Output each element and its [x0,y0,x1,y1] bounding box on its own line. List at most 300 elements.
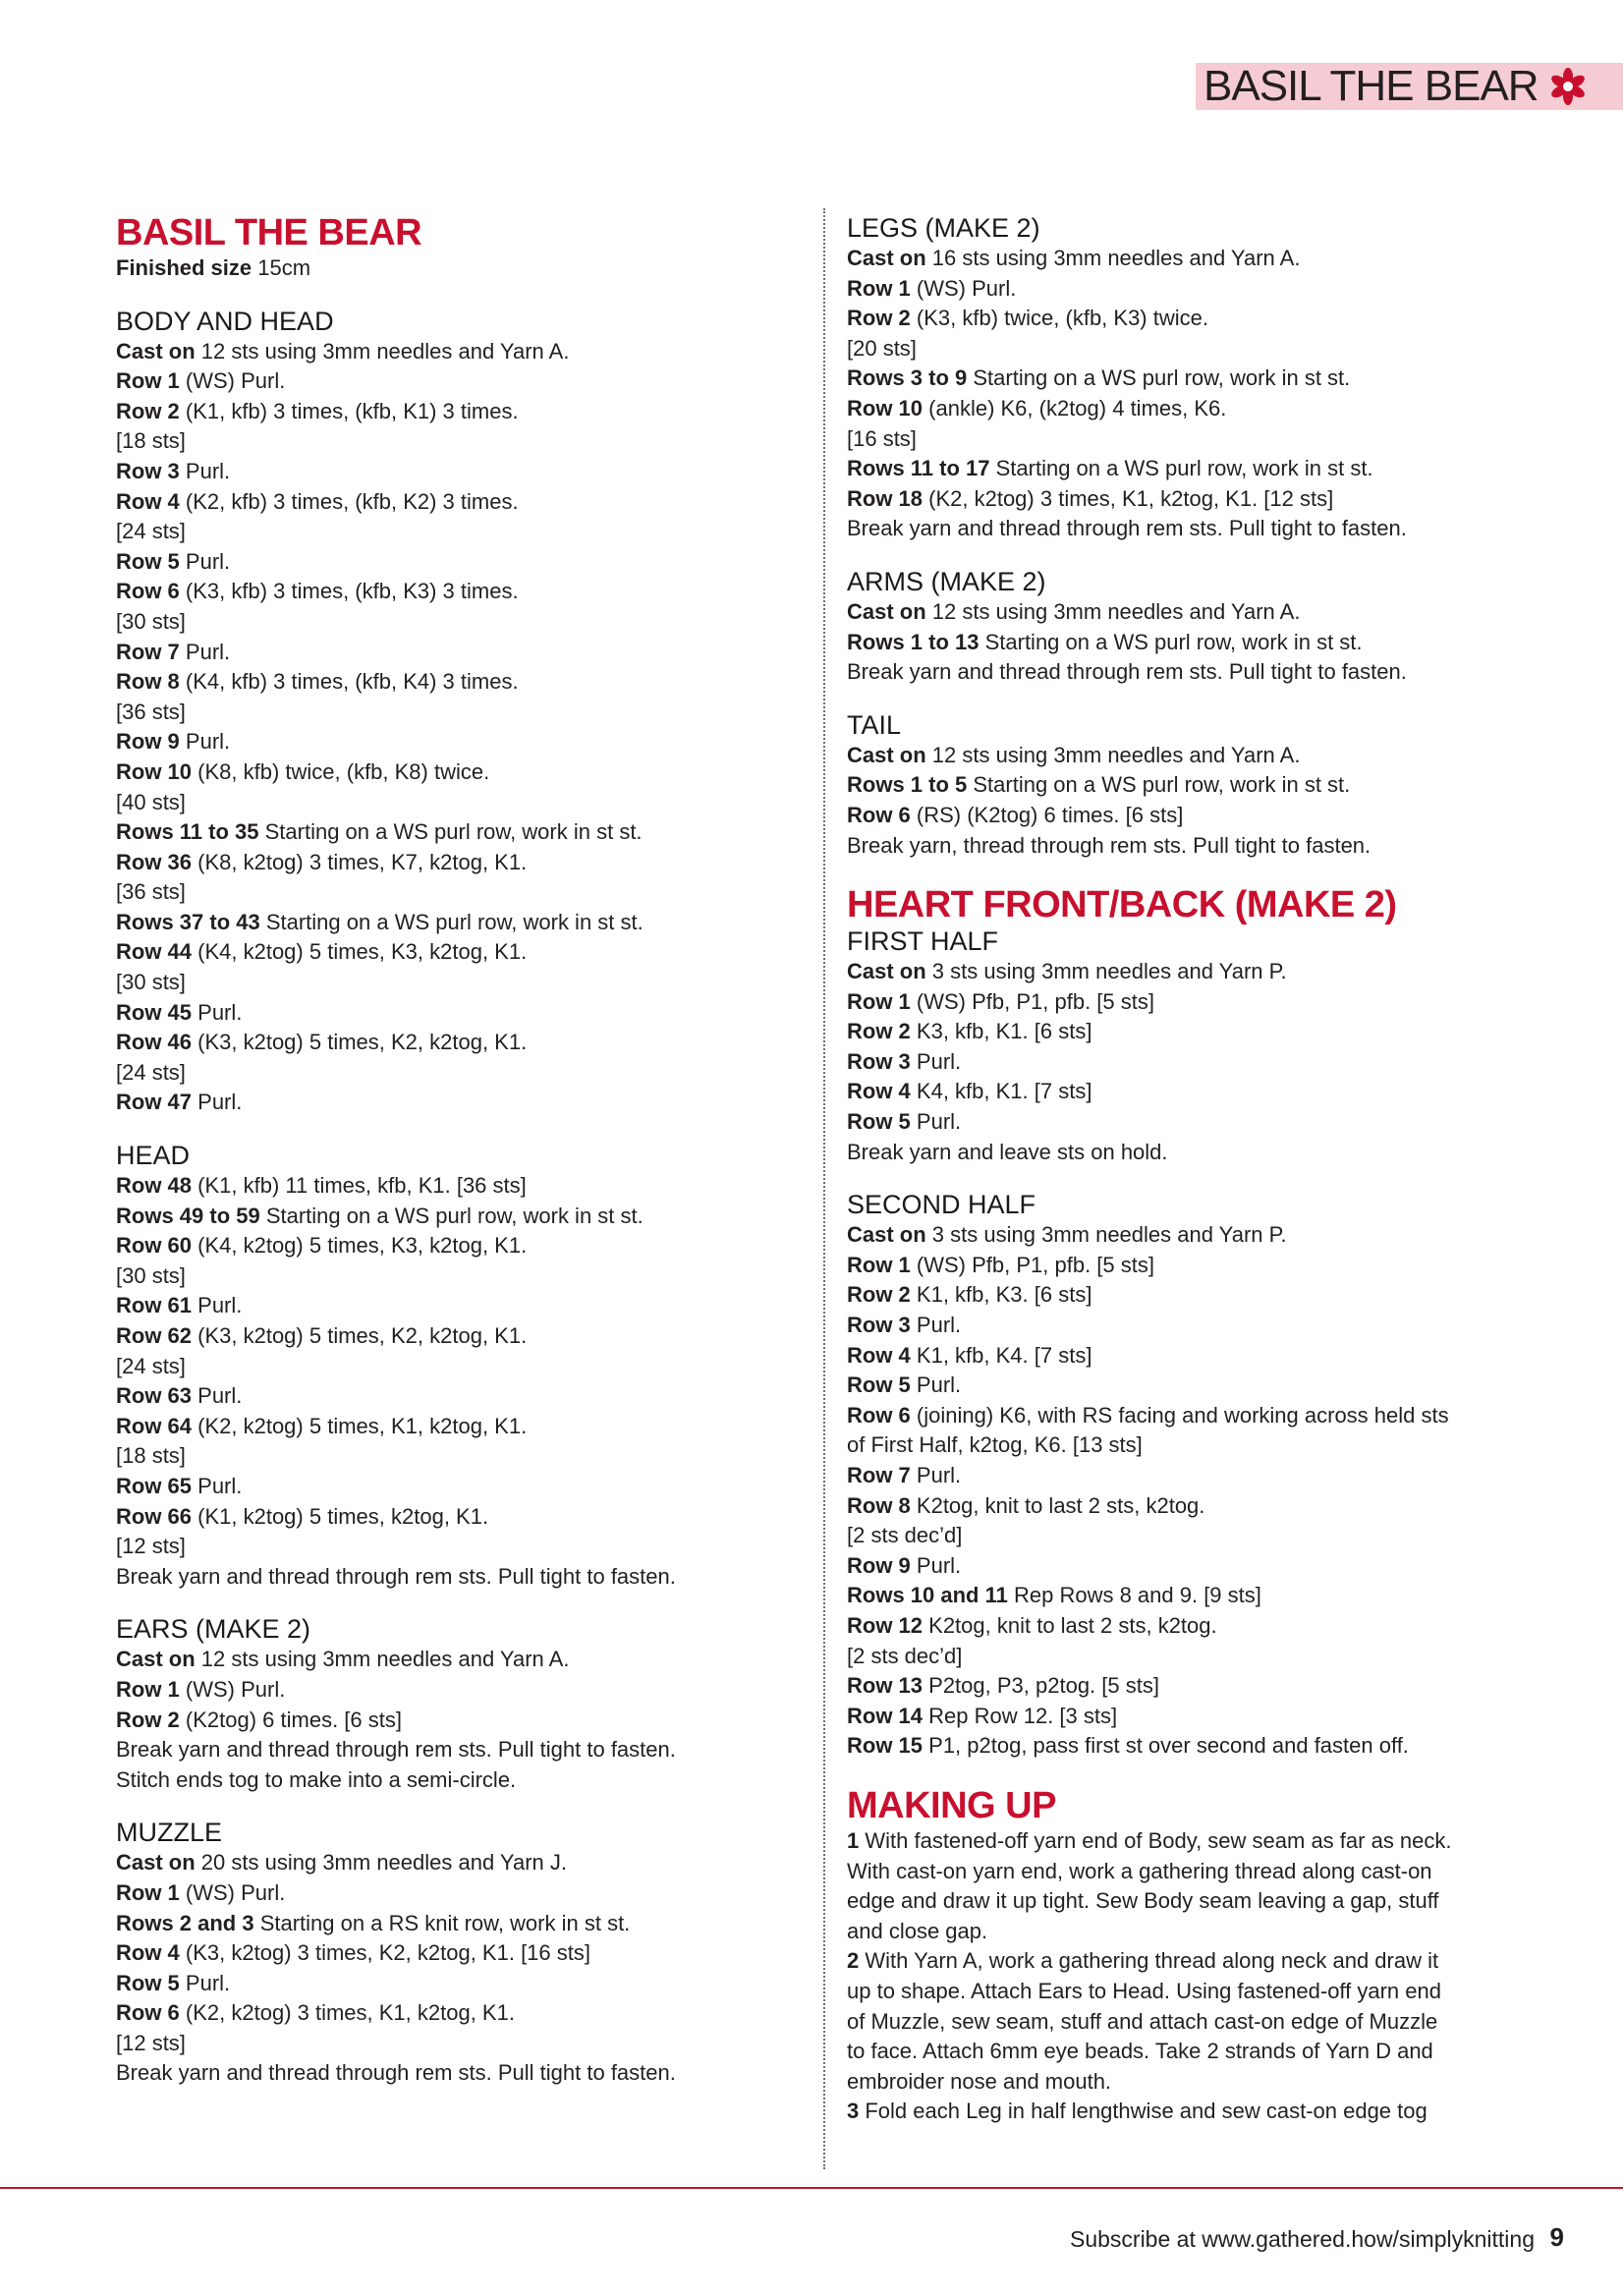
instruction-line [116,397,764,427]
instruction-line [847,1461,1525,1491]
instruction-line [847,2037,1525,2067]
instruction-text: (WS) Purl. [179,368,286,394]
instruction-row-label: Row 3 [847,1048,911,1074]
instruction-row-label: Row 9 [847,1552,911,1578]
instruction-row-label: Row 1 [116,368,180,394]
instruction-row-label: Row 18 [847,485,923,511]
instruction-text: (K1, k2tog) 5 times, k2tog, K1. [192,1503,489,1529]
instruction-text: (K3, k2tog) 5 times, K2, k2tog, K1. [192,1030,528,1055]
instruction-line [847,597,1525,628]
instruction-row-label: Row 6 [847,1402,911,1428]
instruction-text: (K2, k2tog) 3 times, K1, k2tog, K1. [12 sts] [923,485,1334,511]
instruction-text: (K3, kfb) 3 times, (kfb, K3) 3 times. [179,579,519,604]
section-heading-muzzle: MUZZLE [116,1818,222,1848]
instruction-line [116,908,764,938]
instruction-row-label: Row 36 [116,849,193,874]
instruction-line [116,577,764,607]
instruction-row-label: Row 4 [847,1342,911,1368]
instruction-text: (ankle) K6, (k2tog) 4 times, K6. [923,395,1227,420]
instruction-text: Purl. [910,1109,962,1135]
instruction-line [847,274,1525,305]
instruction-text: With Yarn A, work a gathering thread along neck and draw it [859,1948,1439,1974]
instruction-text: [12 sts] [116,1534,186,1559]
instruction-line [847,364,1525,394]
instruction-line [847,1077,1525,1107]
instruction-line [116,1321,764,1352]
instruction-text: With fastened-off yarn end of Body, sew seam as far as neck. [859,1827,1452,1853]
header-section-tab [1196,63,1623,110]
instruction-line [116,1441,764,1472]
instruction-text: Purl. [179,729,231,755]
instruction-row-label: Row 4 [116,488,180,514]
instruction-text: (K2, kfb) 3 times, (kfb, K2) 3 times. [179,488,519,514]
section-heading-first-half: FIRST HALF [847,926,999,957]
instruction-text: (WS) Purl. [910,275,1017,301]
instruction-line [116,426,764,457]
tail-instructions [847,741,1525,861]
section-heading-head: HEAD [116,1141,191,1171]
instruction-text: Purl. [910,1048,962,1074]
instruction-line [116,1675,764,1706]
instruction-line [847,1220,1525,1251]
instruction-line [847,304,1525,334]
instruction-row-label: Row 2 [847,1282,911,1308]
instruction-row-label: Row 3 [847,1313,911,1338]
instruction-line [847,484,1525,515]
instruction-row-label: Row 13 [847,1673,923,1699]
instruction-text: (K1, kfb) 3 times, (kfb, K1) 3 times. [179,398,519,423]
instruction-row-label: Cast on [847,959,926,984]
instruction-row-label: Cast on [847,598,926,624]
instruction-line [116,1848,764,1878]
instruction-text: (WS) Pfb, P1, pfb. [5 sts] [910,1252,1154,1277]
instruction-text: Starting on a WS purl row, work in st st. [259,909,644,934]
instruction-text: (RS) (K2tog) 6 times. [6 sts] [910,802,1184,827]
instruction-line [847,1977,1525,2007]
instruction-line [116,2058,764,2089]
instruction-row-label: Row 2 [847,306,911,331]
instruction-row-label: Row 1 [116,1879,180,1905]
instruction-line [847,987,1525,1018]
instruction-row-label: Row 7 [116,639,180,664]
instruction-text: [40 sts] [116,789,186,814]
instruction-text: [30 sts] [116,608,186,634]
instruction-text: (K2, k2tog) 3 times, K1, k2tog, K1. [179,2000,515,2026]
instruction-text: and close gap. [847,1918,988,1943]
instruction-text: Starting on a WS purl row, work in st st. [259,1203,644,1228]
instruction-row-label: Row 63 [116,1383,193,1409]
page-number: 9 [1549,2222,1564,2252]
instruction-text: [30 sts] [116,970,186,995]
finished-size-value: 15cm [252,255,311,280]
instruction-text: Break yarn and thread through rem sts. Pull tight to fasten. [116,1563,676,1589]
instruction-row-label: Row 4 [116,1940,180,1966]
instruction-text: Purl. [179,639,231,664]
instruction-row-label: Cast on [847,246,926,270]
instruction-line [847,334,1525,364]
instruction-text: Fold each Leg in half lengthwise and sew cast-on edge tog [859,2099,1427,2124]
head-instructions [116,1171,764,1592]
instruction-line [847,1857,1525,1887]
instruction-text: Starting on a WS purl row, work in st st. [967,772,1351,798]
instruction-line [116,1231,764,1261]
instruction-text: Purl. [910,1552,962,1578]
instruction-text: Starting on a WS purl row, work in st st. [967,365,1351,391]
instruction-row-label: Row 8 [847,1492,911,1518]
instruction-row-label: Rows 11 to 17 [847,456,990,481]
instruction-line [847,657,1525,688]
finished-size [116,253,764,284]
instruction-text: Stitch ends tog to make into a semi-circle. [116,1766,517,1792]
instruction-line [116,1502,764,1533]
section-heading-body-and-head: BODY AND HEAD [116,306,334,336]
instruction-line [116,517,764,547]
instruction-line [116,1706,764,1736]
instruction-line [847,1311,1525,1341]
column-divider [823,208,825,2169]
instruction-text: Rep Rows 8 and 9. [9 sts] [1007,1583,1261,1608]
instruction-line [116,998,764,1029]
instruction-text: 20 sts using 3mm needles and Yarn J. [195,1850,567,1876]
instruction-line [847,1047,1525,1078]
instruction-text: [2 sts dec’d] [847,1643,963,1668]
instruction-text: Purl. [192,999,243,1025]
instruction-text: [16 sts] [847,425,917,451]
instruction-text: of First Half, k2tog, K6. [13 sts] [847,1432,1143,1458]
instruction-text: With cast-on yarn end, work a gathering thread along cast-on [847,1858,1432,1883]
instruction-line [847,1430,1525,1461]
instruction-line [116,1291,764,1321]
instruction-row-label: Row 5 [116,1970,180,1995]
instruction-row-label: Row 46 [116,1030,193,1055]
instruction-text: to face. Attach 6mm eye beads. Take 2 strands of Yarn D and [847,2039,1433,2064]
instruction-row-label: Row 1 [847,988,911,1014]
instruction-line [847,514,1525,544]
instruction-row-label: Row 48 [116,1173,193,1199]
arms-instructions [847,597,1525,688]
instruction-line [847,831,1525,862]
muzzle-instructions [116,1848,764,2089]
instruction-text: Break yarn and thread through rem sts. Pull tight to fasten. [847,659,1407,685]
instruction-row-label: Row 9 [116,729,180,755]
instruction-row-label: Row 44 [116,939,193,965]
instruction-row-label: 2 [847,1948,860,1974]
right-column [847,212,1525,2127]
instruction-row-label: Row 6 [116,579,180,604]
instruction-row-label: Cast on [116,338,196,364]
heart-title: HEART FRONT/BACK (MAKE 2) [847,884,1397,926]
instruction-text: Break yarn and leave sts on hold. [847,1139,1168,1164]
body-head-instructions [116,337,764,1118]
instruction-text: Purl. [179,1970,231,1995]
instruction-line [116,1261,764,1292]
instruction-text: Starting on a WS purl row, work in st st. [979,629,1363,654]
instruction-line [116,457,764,487]
instruction-line [847,2007,1525,2038]
instruction-line [116,848,764,878]
ears-instructions [116,1645,764,1795]
section-heading-tail: TAIL [847,709,902,740]
instruction-row-label: Cast on [847,742,926,767]
instruction-line [116,698,764,728]
instruction-line [847,1886,1525,1917]
instruction-row-label: Rows 49 to 59 [116,1203,260,1228]
instruction-text: Starting on a WS purl row, work in st st. [258,819,643,845]
instruction-line [116,366,764,397]
instruction-line [847,424,1525,455]
instruction-text: Break yarn and thread through rem sts. Pull tight to fasten. [116,1737,676,1763]
instruction-text: [24 sts] [116,1059,186,1085]
instruction-row-label: Rows 1 to 5 [847,772,968,798]
instruction-row-label: 3 [847,2099,860,2124]
instruction-row-label: Row 62 [116,1323,193,1348]
instruction-text: K4, kfb, K1. [7 sts] [910,1079,1092,1104]
instruction-row-label: Row 1 [847,275,911,301]
instruction-line [116,817,764,848]
instruction-line [847,1017,1525,1047]
instruction-text: 16 sts using 3mm needles and Yarn A. [925,246,1301,270]
instruction-row-label: Row 1 [116,1676,180,1702]
instruction-line [847,770,1525,801]
instruction-text: 12 sts using 3mm needles and Yarn A. [925,598,1301,624]
instruction-line [116,877,764,908]
footer-rule [0,2187,1623,2189]
instruction-row-label: Row 8 [116,669,180,695]
instruction-text: 3 sts using 3mm needles and Yarn P. [925,1222,1287,1248]
section-heading-ears: EARS (MAKE 2) [116,1614,311,1645]
left-column [116,212,764,2089]
instruction-text: (K3, kfb) twice, (kfb, K3) twice. [910,306,1208,331]
instruction-line [847,1371,1525,1401]
instruction-text: (K4, k2tog) 5 times, K3, k2tog, K1. [192,1233,528,1259]
instruction-text: Break yarn and thread through rem sts. Pull tight to fasten. [847,516,1407,541]
instruction-line [116,1532,764,1562]
instruction-text: embroider nose and mouth. [847,2068,1112,2094]
instruction-line [116,968,764,998]
instruction-line [116,547,764,578]
instruction-text: (K4, kfb) 3 times, (kfb, K4) 3 times. [179,669,519,695]
instruction-line [847,1280,1525,1311]
instruction-text: (WS) Purl. [179,1676,286,1702]
instruction-line [116,1058,764,1089]
instruction-line [847,1491,1525,1522]
instruction-line [116,1028,764,1058]
instruction-line [116,1998,764,2029]
instruction-text: Purl. [179,548,231,574]
instruction-text: [2 sts dec’d] [847,1523,963,1548]
instruction-row-label: Rows 3 to 9 [847,365,968,391]
section-heading-legs: LEGS (MAKE 2) [847,213,1040,243]
instruction-line [116,788,764,818]
instruction-text: [36 sts] [116,879,186,905]
instruction-text: (K8, kfb) twice, (kfb, K8) twice. [192,758,490,784]
instruction-line [116,727,764,757]
instruction-line [847,1731,1525,1762]
instruction-text: edge and draw it up tight. Sew Body seam leaving a gap, stuff [847,1888,1439,1914]
instruction-line [116,607,764,638]
instruction-line [116,757,764,788]
instruction-line [847,1107,1525,1138]
instruction-text: [30 sts] [116,1262,186,1288]
instruction-row-label: Row 2 [116,398,180,423]
instruction-row-label: Row 7 [847,1463,911,1487]
instruction-text: [36 sts] [116,699,186,724]
instruction-text: Purl. [910,1313,962,1338]
instruction-text: (WS) Purl. [179,1879,286,1905]
instruction-line [847,2067,1525,2098]
instruction-line [116,1878,764,1909]
instruction-line [847,244,1525,274]
instruction-row-label: Row 4 [847,1079,911,1104]
instruction-line [116,667,764,698]
instruction-row-label: Rows 2 and 3 [116,1910,254,1935]
instruction-text: Starting on a RS knit row, work in st st. [253,1910,631,1935]
instruction-text: (K4, k2tog) 5 times, K3, k2tog, K1. [192,939,528,965]
instruction-text: (K8, k2tog) 3 times, K7, k2tog, K1. [192,849,528,874]
instruction-row-label: Row 65 [116,1473,193,1498]
instruction-line [847,1551,1525,1582]
instruction-line [116,1938,764,1969]
legs-instructions [847,244,1525,544]
instruction-text: of Muzzle, sew seam, stuff and attach cast-on edge of Muzzle [847,2008,1438,2034]
instruction-row-label: Cast on [116,1850,196,1876]
instruction-row-label: Row 45 [116,999,193,1025]
instruction-line [116,638,764,668]
instruction-line [116,1171,764,1202]
making-up-title: MAKING UP [847,1784,1056,1826]
instruction-row-label: Rows 37 to 43 [116,909,260,934]
instruction-line [847,2097,1525,2127]
instruction-text: K1, kfb, K4. [7 sts] [910,1342,1092,1368]
instruction-row-label: Row 14 [847,1703,923,1728]
instruction-text: Starting on a WS purl row, work in st st. [989,456,1373,481]
instruction-text: K1, kfb, K3. [6 sts] [910,1282,1092,1308]
instruction-text: Purl. [179,458,231,483]
instruction-text: 12 sts using 3mm needles and Yarn A. [925,742,1301,767]
instruction-row-label: Row 10 [847,395,923,420]
instruction-row-label: Row 2 [847,1019,911,1044]
instruction-line [847,1611,1525,1642]
instruction-line [847,1826,1525,1857]
instruction-line [847,1521,1525,1551]
instruction-line [116,1909,764,1939]
instruction-text: Purl. [192,1293,243,1318]
instruction-text: Purl. [192,1383,243,1409]
instruction-row-label: Row 5 [847,1372,911,1398]
instruction-row-label: Row 5 [847,1109,911,1135]
instruction-row-label: Rows 10 and 11 [847,1583,1008,1608]
instruction-line [847,1581,1525,1611]
instruction-text: (K3, k2tog) 3 times, K2, k2tog, K1. [16 sts] [179,1940,590,1966]
instruction-text: up to shape. Attach Ears to Head. Using fastened-off yarn end [847,1978,1441,2003]
instruction-row-label: 1 [847,1827,860,1853]
section-heading-arms: ARMS (MAKE 2) [847,566,1046,596]
instruction-text: K2tog, knit to last 2 sts, k2tog. [923,1612,1217,1638]
instruction-line [847,741,1525,771]
instruction-line [847,1251,1525,1281]
instruction-text: [24 sts] [116,1353,186,1378]
instruction-row-label: Row 5 [116,548,180,574]
instruction-line [116,487,764,518]
instruction-line [847,957,1525,987]
instruction-text: Break yarn and thread through rem sts. Pull tight to fasten. [116,2060,676,2086]
instruction-line [116,1088,764,1118]
asterisk-flower-icon [1548,67,1588,106]
instruction-text: (WS) Pfb, P1, pfb. [5 sts] [910,988,1154,1014]
instruction-text: (K3, k2tog) 5 times, K2, k2tog, K1. [192,1323,528,1348]
instruction-text: [18 sts] [116,1443,186,1469]
instruction-row-label: Rows 1 to 13 [847,629,979,654]
instruction-text: (K2, k2tog) 5 times, K1, k2tog, K1. [192,1413,528,1438]
instruction-line [116,937,764,968]
instruction-row-label: Row 15 [847,1733,923,1759]
instruction-text: (K2tog) 6 times. [6 sts] [179,1707,402,1732]
instruction-text: [20 sts] [847,335,917,361]
instruction-text: Purl. [192,1090,243,1115]
instruction-line [847,1401,1525,1431]
instruction-text: [12 sts] [116,2030,186,2055]
instruction-line [116,1969,764,1999]
instruction-line [116,1412,764,1442]
instruction-text: 12 sts using 3mm needles and Yarn A. [195,338,570,364]
making-up-instructions [847,1826,1525,2127]
instruction-text: 12 sts using 3mm needles and Yarn A. [195,1647,570,1672]
instruction-line [116,1765,764,1796]
instruction-row-label: Cast on [116,1647,196,1672]
instruction-row-label: Row 60 [116,1233,193,1259]
instruction-line [847,1138,1525,1168]
header-tab-title: BASIL THE BEAR [1203,62,1539,110]
instruction-row-label: Row 61 [116,1293,193,1318]
instruction-line [116,1352,764,1382]
instruction-text: [24 sts] [116,519,186,544]
instruction-line [847,454,1525,484]
instruction-text: [18 sts] [116,428,186,454]
instruction-row-label: Rows 11 to 35 [116,819,259,845]
instruction-text: Rep Row 12. [3 sts] [923,1703,1118,1728]
instruction-line [847,1671,1525,1702]
instruction-line [116,1381,764,1412]
instruction-text: Purl. [910,1372,962,1398]
footer-subscribe-link[interactable]: Subscribe at www.gathered.how/simplyknitting [1069,2226,1535,2252]
instruction-line [116,1562,764,1593]
pattern-title: BASIL THE BEAR [116,212,422,253]
finished-size-label: Finished size [116,255,252,280]
instruction-row-label: Row 2 [116,1707,180,1732]
instruction-text: Purl. [910,1463,962,1487]
instruction-line [116,1472,764,1502]
instruction-text: K2tog, knit to last 2 sts, k2tog. [910,1492,1205,1518]
instruction-text: 3 sts using 3mm needles and Yarn P. [925,959,1287,984]
instruction-line [847,1946,1525,1977]
instruction-line [116,337,764,367]
instruction-row-label: Row 64 [116,1413,193,1438]
instruction-row-label: Row 1 [847,1252,911,1277]
instruction-row-label: Row 6 [847,802,911,827]
instruction-line [847,1341,1525,1372]
instruction-text: P1, p2tog, pass first st over second and fasten off. [923,1733,1409,1759]
instruction-line [847,801,1525,831]
instruction-row-label: Row 66 [116,1503,193,1529]
instruction-row-label: Row 10 [116,758,193,784]
first-half-instructions [847,957,1525,1167]
instruction-row-label: Row 3 [116,458,180,483]
instruction-line [116,1202,764,1232]
instruction-text: P2tog, P3, p2tog. [5 sts] [923,1673,1159,1699]
instruction-row-label: Cast on [847,1222,926,1248]
instruction-line [116,1735,764,1765]
instruction-line [116,1645,764,1675]
